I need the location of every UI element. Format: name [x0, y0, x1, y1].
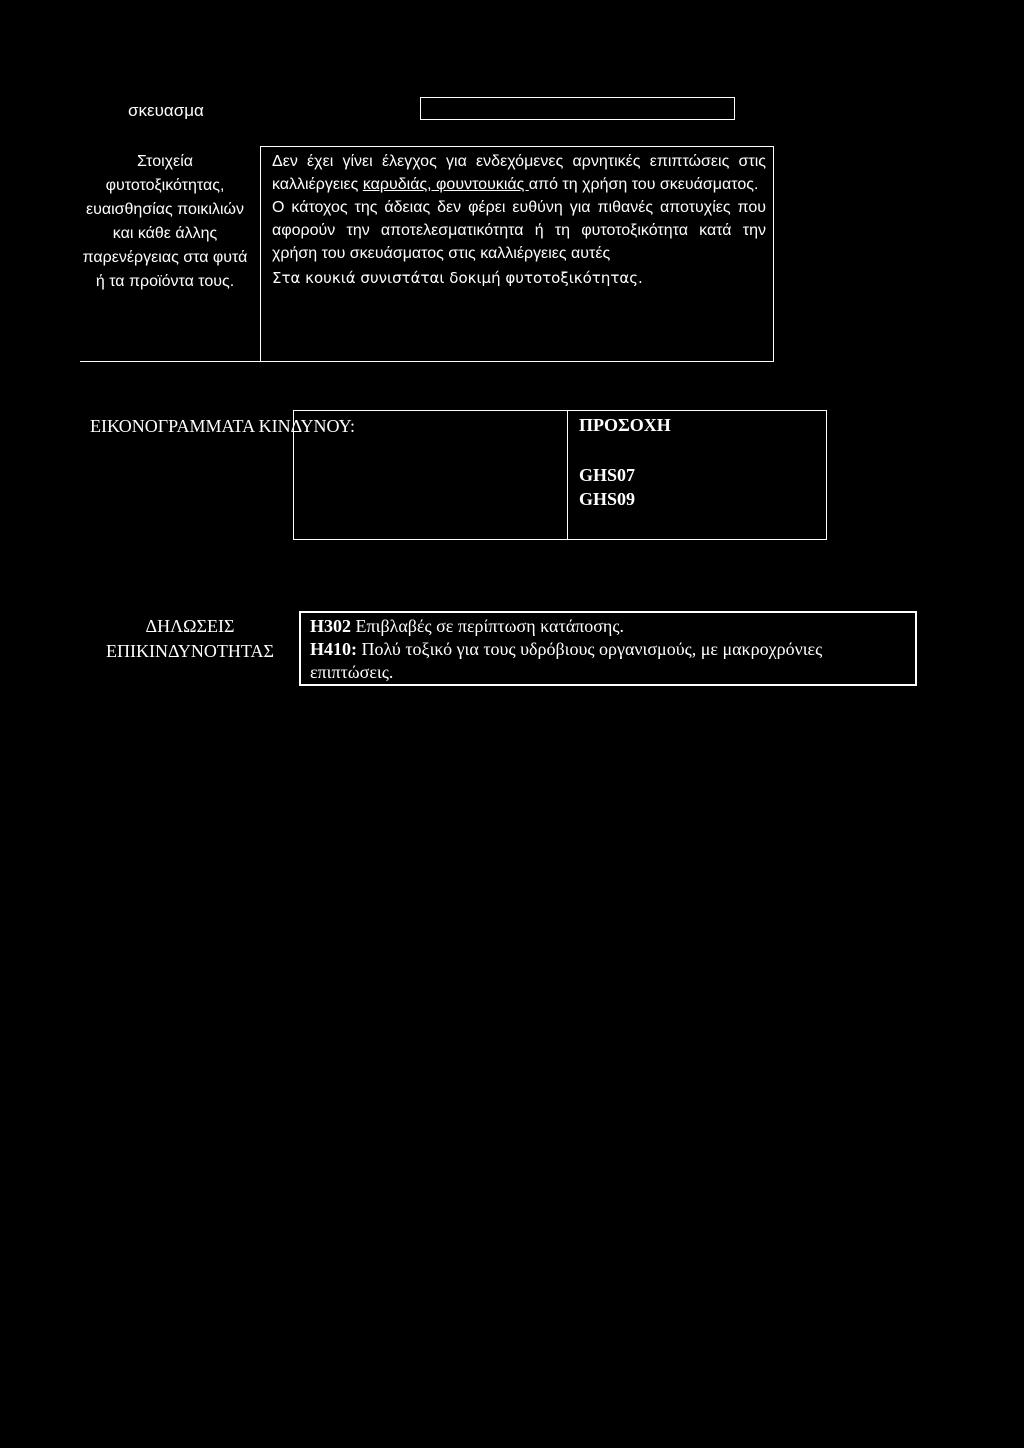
- hazard-code-h302: H302: [310, 616, 352, 636]
- pictogram-code-ghs09: GHS09: [579, 489, 636, 509]
- hazard-statement-h410: [310, 638, 910, 684]
- product-label: σκευασμα: [128, 101, 204, 120]
- product-value-box: [420, 97, 735, 120]
- pictograms-table: [293, 410, 827, 540]
- phytotoxicity-note-start: Δεν έχει γίνει έλεγχος για ενδεχόμενες αρνητικές επιπτώσεις στις καλλιέργειες: [272, 153, 766, 193]
- phytotoxicity-crops: καρυδιάς, φουντουκιάς: [362, 176, 529, 193]
- phytotoxicity-note-end: από τη χρήση του σκευάσματος.: [528, 176, 759, 193]
- pictogram-codes: [579, 463, 635, 511]
- hazard-statements-label: ΔΗΛΩΣΕΙΣ ΕΠΙΚΙΝΔΥΝΟΤΗΤΑΣ: [106, 616, 274, 661]
- phytotoxicity-divider: [80, 361, 261, 362]
- signal-word: ΠΡΟΣΟΧΗ: [579, 415, 671, 435]
- hazard-text-h410: Πολύ τοξικό για τους υδρόβιους οργανισμούς, με μακροχρόνιες επιπτώσεις.: [310, 639, 823, 682]
- hazard-code-h410: H410:: [310, 639, 357, 659]
- phytotoxicity-note: [272, 150, 766, 196]
- phytotoxicity-disclaimer: Ο κάτοχος της άδειας δεν φέρει ευθύνη για πιθανές αποτυχίες που αφορούν την αποτελεσματικότητα ή τη φυτοτοξικότητα κατά την χρήση του σκευάσματος στις καλλιέργειες αυτές: [272, 199, 766, 262]
- pictogram-code-ghs07: GHS07: [579, 465, 636, 485]
- hazard-statement-h302: [310, 615, 910, 638]
- phytotoxicity-label: Στοιχεία φυτοτοξικότητας, ευαισθησίας ποικιλιών και κάθε άλλης παρενέργειας στα φυτά ή τα προϊόντα τους.: [82, 153, 248, 290]
- phytotoxicity-recommendation: Στα κουκιά συνιστάται δοκιμή φυτοτοξικότητας.: [272, 269, 643, 287]
- pictograms-label: ΕΙΚΟΝΟΓΡΑΜΜΑΤΑ ΚΙΝΔΥΝΟΥ:: [90, 416, 355, 436]
- hazard-statements-text: [310, 615, 910, 684]
- phytotoxicity-text: [272, 150, 766, 290]
- pictograms-divider: [567, 410, 568, 540]
- hazard-text-h302: Επιβλαβές σε περίπτωση κατάποσης.: [351, 616, 624, 636]
